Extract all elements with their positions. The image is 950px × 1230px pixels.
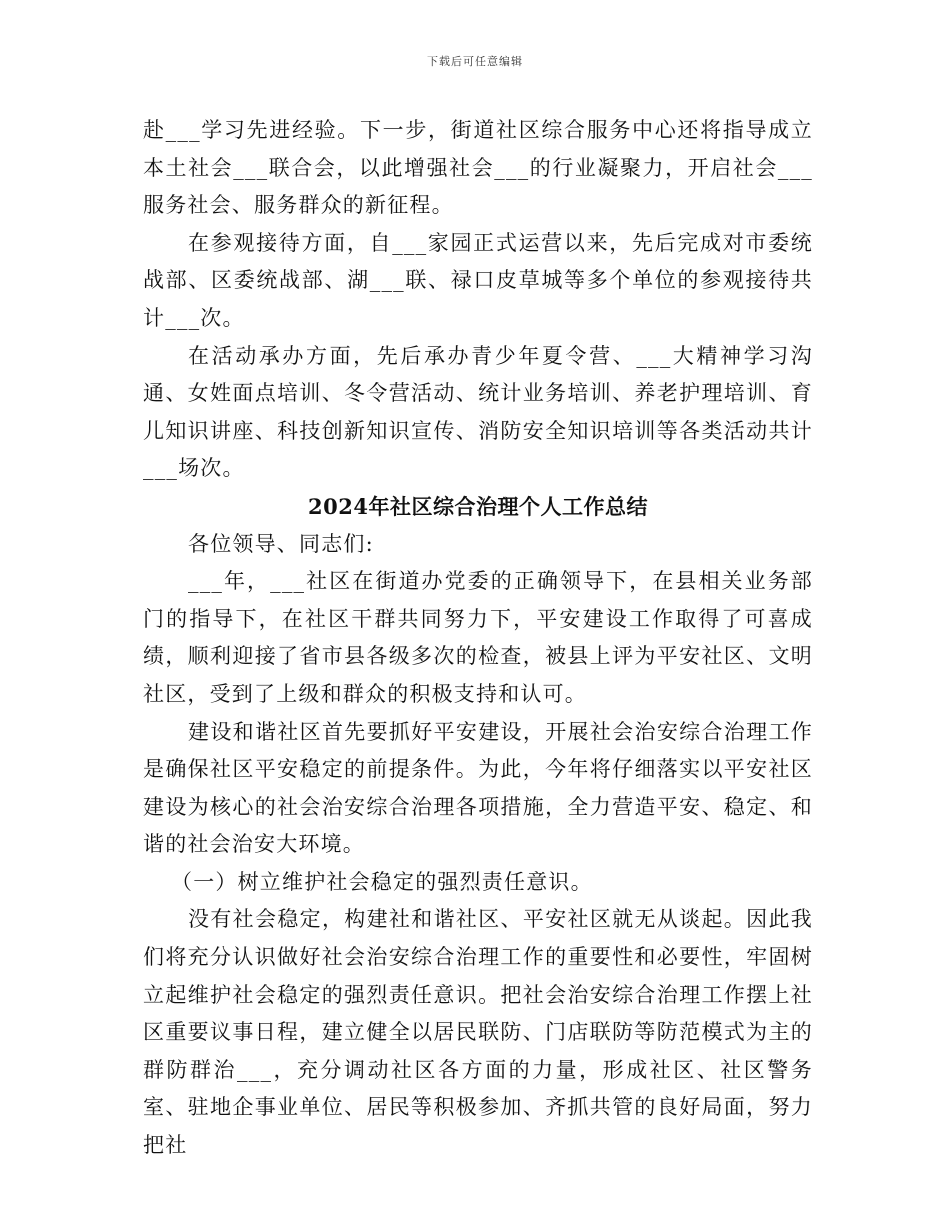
paragraph-achievements: ___年，___社区在街道办党委的正确领导下，在县相关业务部门的指导下，在社区干群共同努力下，平安建设工作取得了可喜成绩，顺利迎接了省市县各级多次的检查，被县上评为平安社区、文明社区，受到了上级和群众的积极支持和认可。 — [143, 569, 813, 706]
section-heading: （一）树立维护社会稳定的强烈责任意识。 — [171, 869, 593, 894]
paragraph-social-stability: 没有社会稳定，构建社和谐社区、平安社区就无从谈起。因此我们将充分认识做好社会治安综合治理工作的重要性和必要性，牢固树立起维护社会稳定的强烈责任意识。把社会治安综合治理工作摆上社区重要议事日程，建立健全以居民联防、门店联防等防范模式为主的群防群治___，充分调动社区各方面的力量，形成社区、社区警务室、驻地企事业单位、居民等积极参加、齐抓共管的良好局面，努力把社 — [143, 907, 813, 1158]
page-header-note: 下载后可任意编辑 — [427, 55, 523, 68]
paragraph-activity-hosting: 在活动承办方面，先后承办青少年夏令营、___大精神学习沟通、女姓面点培训、冬令营活动、统计业务培训、养老护理培训、育儿知识讲座、科技创新知识宣传、消防安全知识培训等各类活动共计___场次。 — [143, 343, 813, 481]
paragraph-harmony-building: 建设和谐社区首先要抓好平安建设，开展社会治安综合治理工作是确保社区平安稳定的前提条件。为此，今年将仔细落实以平安社区建设为核心的社会治安综合治理各项措施，全力营造平安、稳定、和谐的社会治安大环境。 — [143, 719, 813, 857]
document-title: 2024年社区综合治理个人工作总结 — [308, 493, 648, 519]
paragraph-visit-reception: 在参观接待方面，自___家园正式运营以来，先后完成对市委统战部、区委统战部、湖___联、禄口皮草城等多个单位的参观接待共计___次。 — [143, 230, 813, 330]
document-body — [143, 112, 813, 1165]
paragraph-continuation: 赴___学习先进经验。下一步，街道社区综合服务中心还将指导成立本土社会___联合会，以此增强社会___的行业凝聚力，开启社会___服务社会、服务群众的新征程。 — [143, 118, 813, 218]
salutation: 各位领导、同志们: — [188, 531, 374, 556]
